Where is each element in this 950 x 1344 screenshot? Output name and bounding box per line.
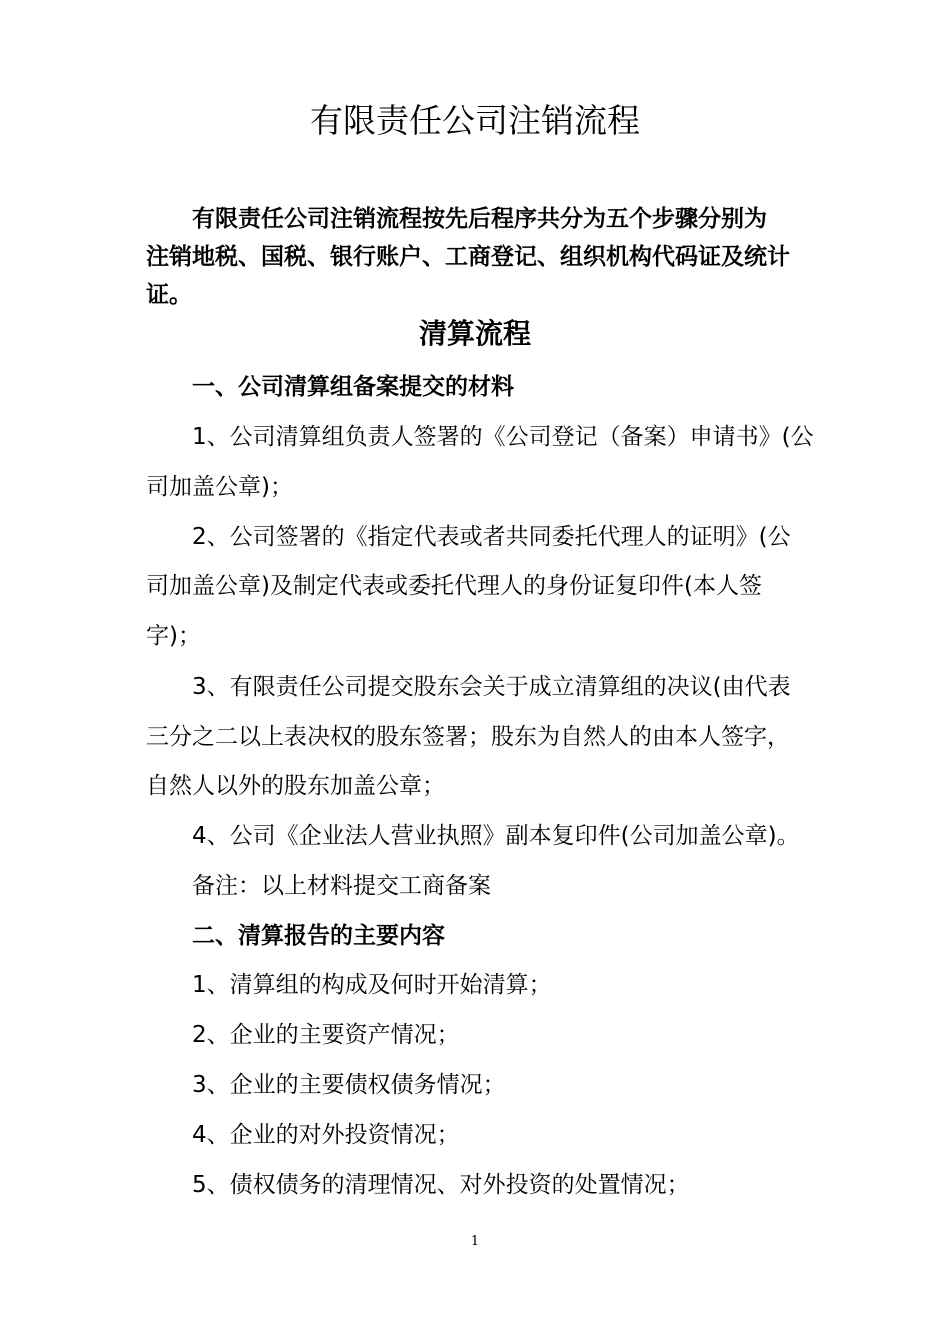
intro-line-3: 证。 (146, 282, 192, 308)
part2-item-1: 1、清算组的构成及何时开始清算； (192, 972, 552, 998)
part1-item3-line1: 3、有限责任公司提交股东会关于成立清算组的决议(由代表 (192, 674, 791, 700)
part1-item2-line1: 2、公司签署的《指定代表或者共同委托代理人的证明》(公 (192, 524, 791, 550)
part1-item2-line2: 司加盖公章)及制定代表或委托代理人的身份证复印件(本人签 (146, 573, 762, 599)
section-title: 清算流程 (418, 317, 531, 350)
intro-line-2: 注销地税、国税、银行账户、工商登记、组织机构代码证及统计 (146, 244, 790, 270)
page-number: 1 (470, 1234, 480, 1249)
part1-heading: 一、公司清算组备案提交的材料 (192, 374, 514, 400)
part2-item-2: 2、企业的主要资产情况； (192, 1022, 460, 1048)
intro-paragraph (146, 200, 814, 314)
part1-item3-line3: 自然人以外的股东加盖公章； (146, 773, 445, 799)
part1-item4: 4、公司《企业法人营业执照》副本复印件(公司加盖公章)。 (192, 823, 800, 849)
part2-heading: 二、清算报告的主要内容 (192, 923, 445, 949)
part1-item1-line1: 1、公司清算组负责人签署的《公司登记（备案）申请书》(公 (192, 424, 814, 450)
part1-note: 备注：以上材料提交工商备案 (192, 873, 491, 899)
part1-item1-line2: 司加盖公章)； (146, 474, 293, 500)
part1-item3-line2: 三分之二以上表决权的股东签署；股东为自然人的由本人签字， (146, 724, 790, 750)
document-title: 有限责任公司注销流程 (310, 101, 640, 140)
part1-item2-line3: 字)； (146, 623, 201, 649)
part2-item-3: 3、企业的主要债权债务情况； (192, 1072, 506, 1098)
part2-item-5: 5、债权债务的清理情况、对外投资的处置情况； (192, 1172, 690, 1198)
intro-line-1: 有限责任公司注销流程按先后程序共分为五个步骤分别为 (192, 206, 767, 232)
part2-item-4: 4、企业的对外投资情况； (192, 1122, 460, 1148)
